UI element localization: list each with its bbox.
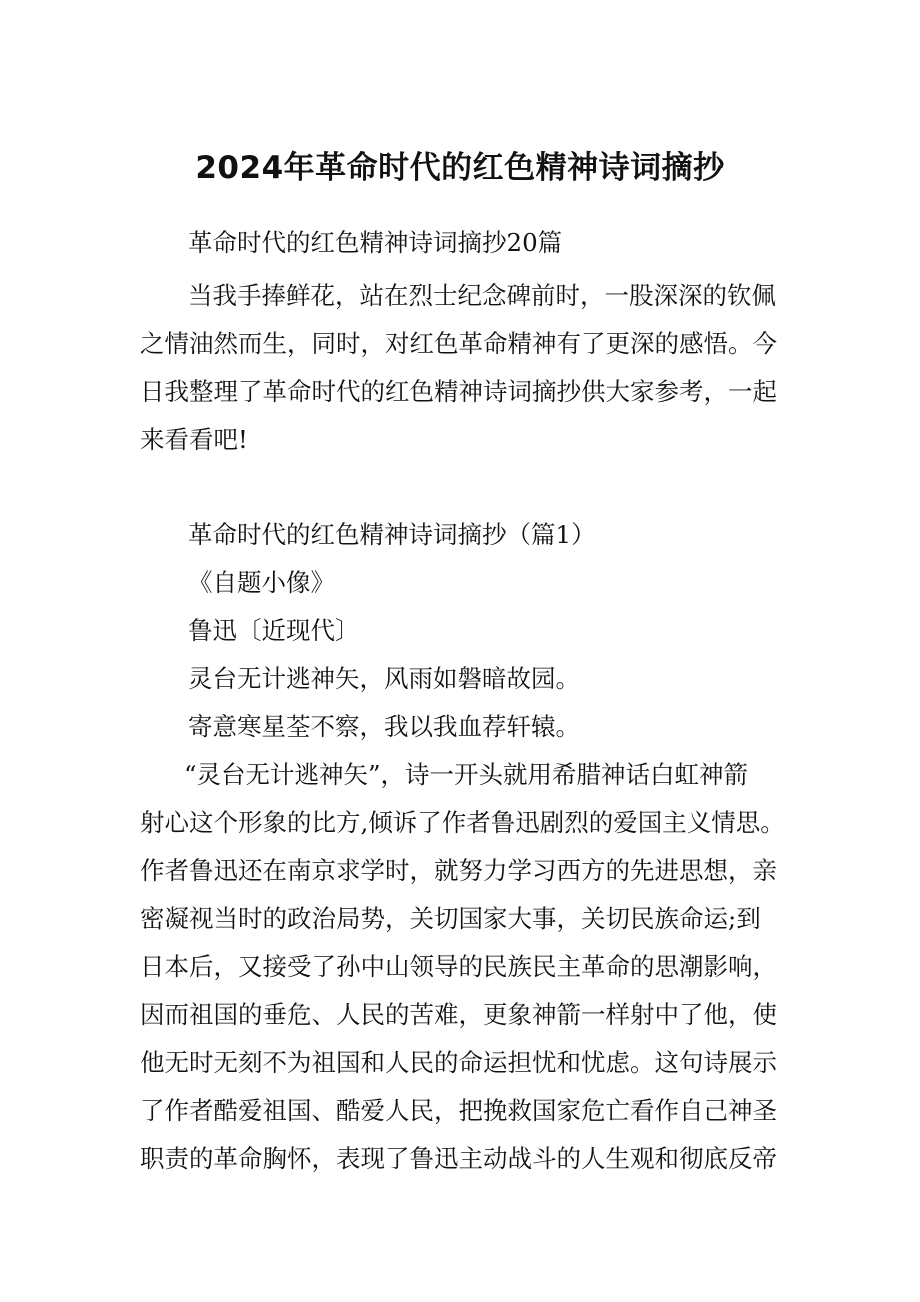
commentary-line-7: 他无时无刻不为祖国和人民的命运担忧和忧虑。这句诗展示 [140, 1048, 777, 1077]
commentary-line-4: 密凝视当时的政治局势，关切国家大事，关切民族命运;到 [140, 904, 761, 933]
document-title: 2024年革命时代的红色精神诗词摘抄 [195, 150, 725, 186]
document-subtitle: 革命时代的红色精神诗词摘抄20篇 [188, 228, 563, 257]
commentary-line-9: 职责的革命胸怀，表现了鲁迅主动战斗的人生观和彻底反帝 [140, 1144, 777, 1173]
commentary-line-6: 因而祖国的垂危、人民的苦难，更象神箭一样射中了他，使 [140, 1000, 777, 1029]
poem-line-2: 寄意寒星荃不察，我以我血荐轩辕。 [188, 712, 580, 741]
commentary-line-1: “灵台无计逃神矢”，诗一开头就用希腊神话白虹神箭 [184, 760, 749, 789]
poem-title: 《自题小像》 [188, 568, 335, 597]
commentary-line-5: 日本后，又接受了孙中山领导的民族民主革命的思潮影响， [140, 952, 777, 981]
intro-line-2: 之情油然而生，同时，对红色革命精神有了更深的感悟。今 [140, 329, 777, 358]
poem-line-1: 灵台无计逃神矢，风雨如磐暗故园。 [188, 664, 580, 693]
commentary-line-2: 射心这个形象的比方,倾诉了作者鲁迅剧烈的爱国主义情思。 [140, 808, 785, 837]
commentary-line-8: 了作者酷爱祖国、酷爱人民，把挽救国家危亡看作自己神圣 [140, 1096, 777, 1125]
section-heading: 革命时代的红色精神诗词摘抄（篇1） [188, 520, 596, 549]
poem-author: 鲁迅〔近现代〕 [188, 616, 360, 645]
commentary-line-3: 作者鲁迅还在南京求学时，就努力学习西方的先进思想，亲 [140, 856, 777, 885]
intro-line-1: 当我手捧鲜花，站在烈士纪念碑前时，一股深深的钦佩 [188, 281, 776, 310]
intro-line-4: 来看看吧! [140, 425, 248, 454]
intro-line-3: 日我整理了革命时代的红色精神诗词摘抄供大家参考，一起 [140, 377, 777, 406]
